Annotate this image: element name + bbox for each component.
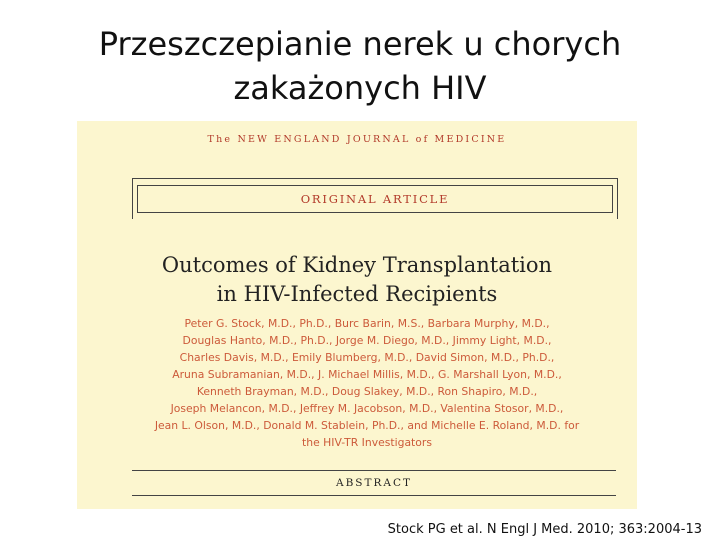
author-line: Kenneth Brayman, M.D., Doug Slakey, M.D., Ron Shapiro, M.D., xyxy=(196,385,538,398)
author-line: the HIV-TR Investigators xyxy=(302,436,432,449)
section-label: ORIGINAL ARTICLE xyxy=(137,185,613,213)
slide-title-line-2: zakażonych HIV xyxy=(233,69,487,107)
author-line: Douglas Hanto, M.D., Ph.D., Jorge M. Diego, M.D., Jimmy Light, M.D., xyxy=(182,334,552,347)
author-line: Charles Davis, M.D., Emily Blumberg, M.D., David Simon, M.D., Ph.D., xyxy=(179,351,555,364)
citation: Stock PG et al. N Engl J Med. 2010; 363:2004-13 xyxy=(387,522,702,537)
author-list xyxy=(122,315,612,451)
article-scan-image xyxy=(77,121,637,509)
slide-title xyxy=(40,22,680,110)
author-line: Peter G. Stock, M.D., Ph.D., Burc Barin, M.S., Barbara Murphy, M.D., xyxy=(184,317,550,330)
author-line: Jean L. Olson, M.D., Donald M. Stablein, Ph.D., and Michelle E. Roland, M.D. for xyxy=(154,419,580,432)
journal-header: The NEW ENGLAND JOURNAL of MEDICINE xyxy=(207,134,507,145)
section-frame xyxy=(132,178,618,219)
author-line: Joseph Melancon, M.D., Jeffrey M. Jacobson, M.D., Valentina Stosor, M.D., xyxy=(170,402,564,415)
abstract-heading: ABSTRACT xyxy=(132,470,616,496)
author-line: Aruna Subramanian, M.D., J. Michael Millis, M.D., G. Marshall Lyon, M.D., xyxy=(172,368,562,381)
article-title-line-1: Outcomes of Kidney Transplantation xyxy=(161,253,553,277)
slide-title-line-1: Przeszczepianie nerek u chorych xyxy=(98,25,622,63)
article-title xyxy=(97,251,617,309)
article-title-line-2: in HIV-Infected Recipients xyxy=(216,282,498,306)
